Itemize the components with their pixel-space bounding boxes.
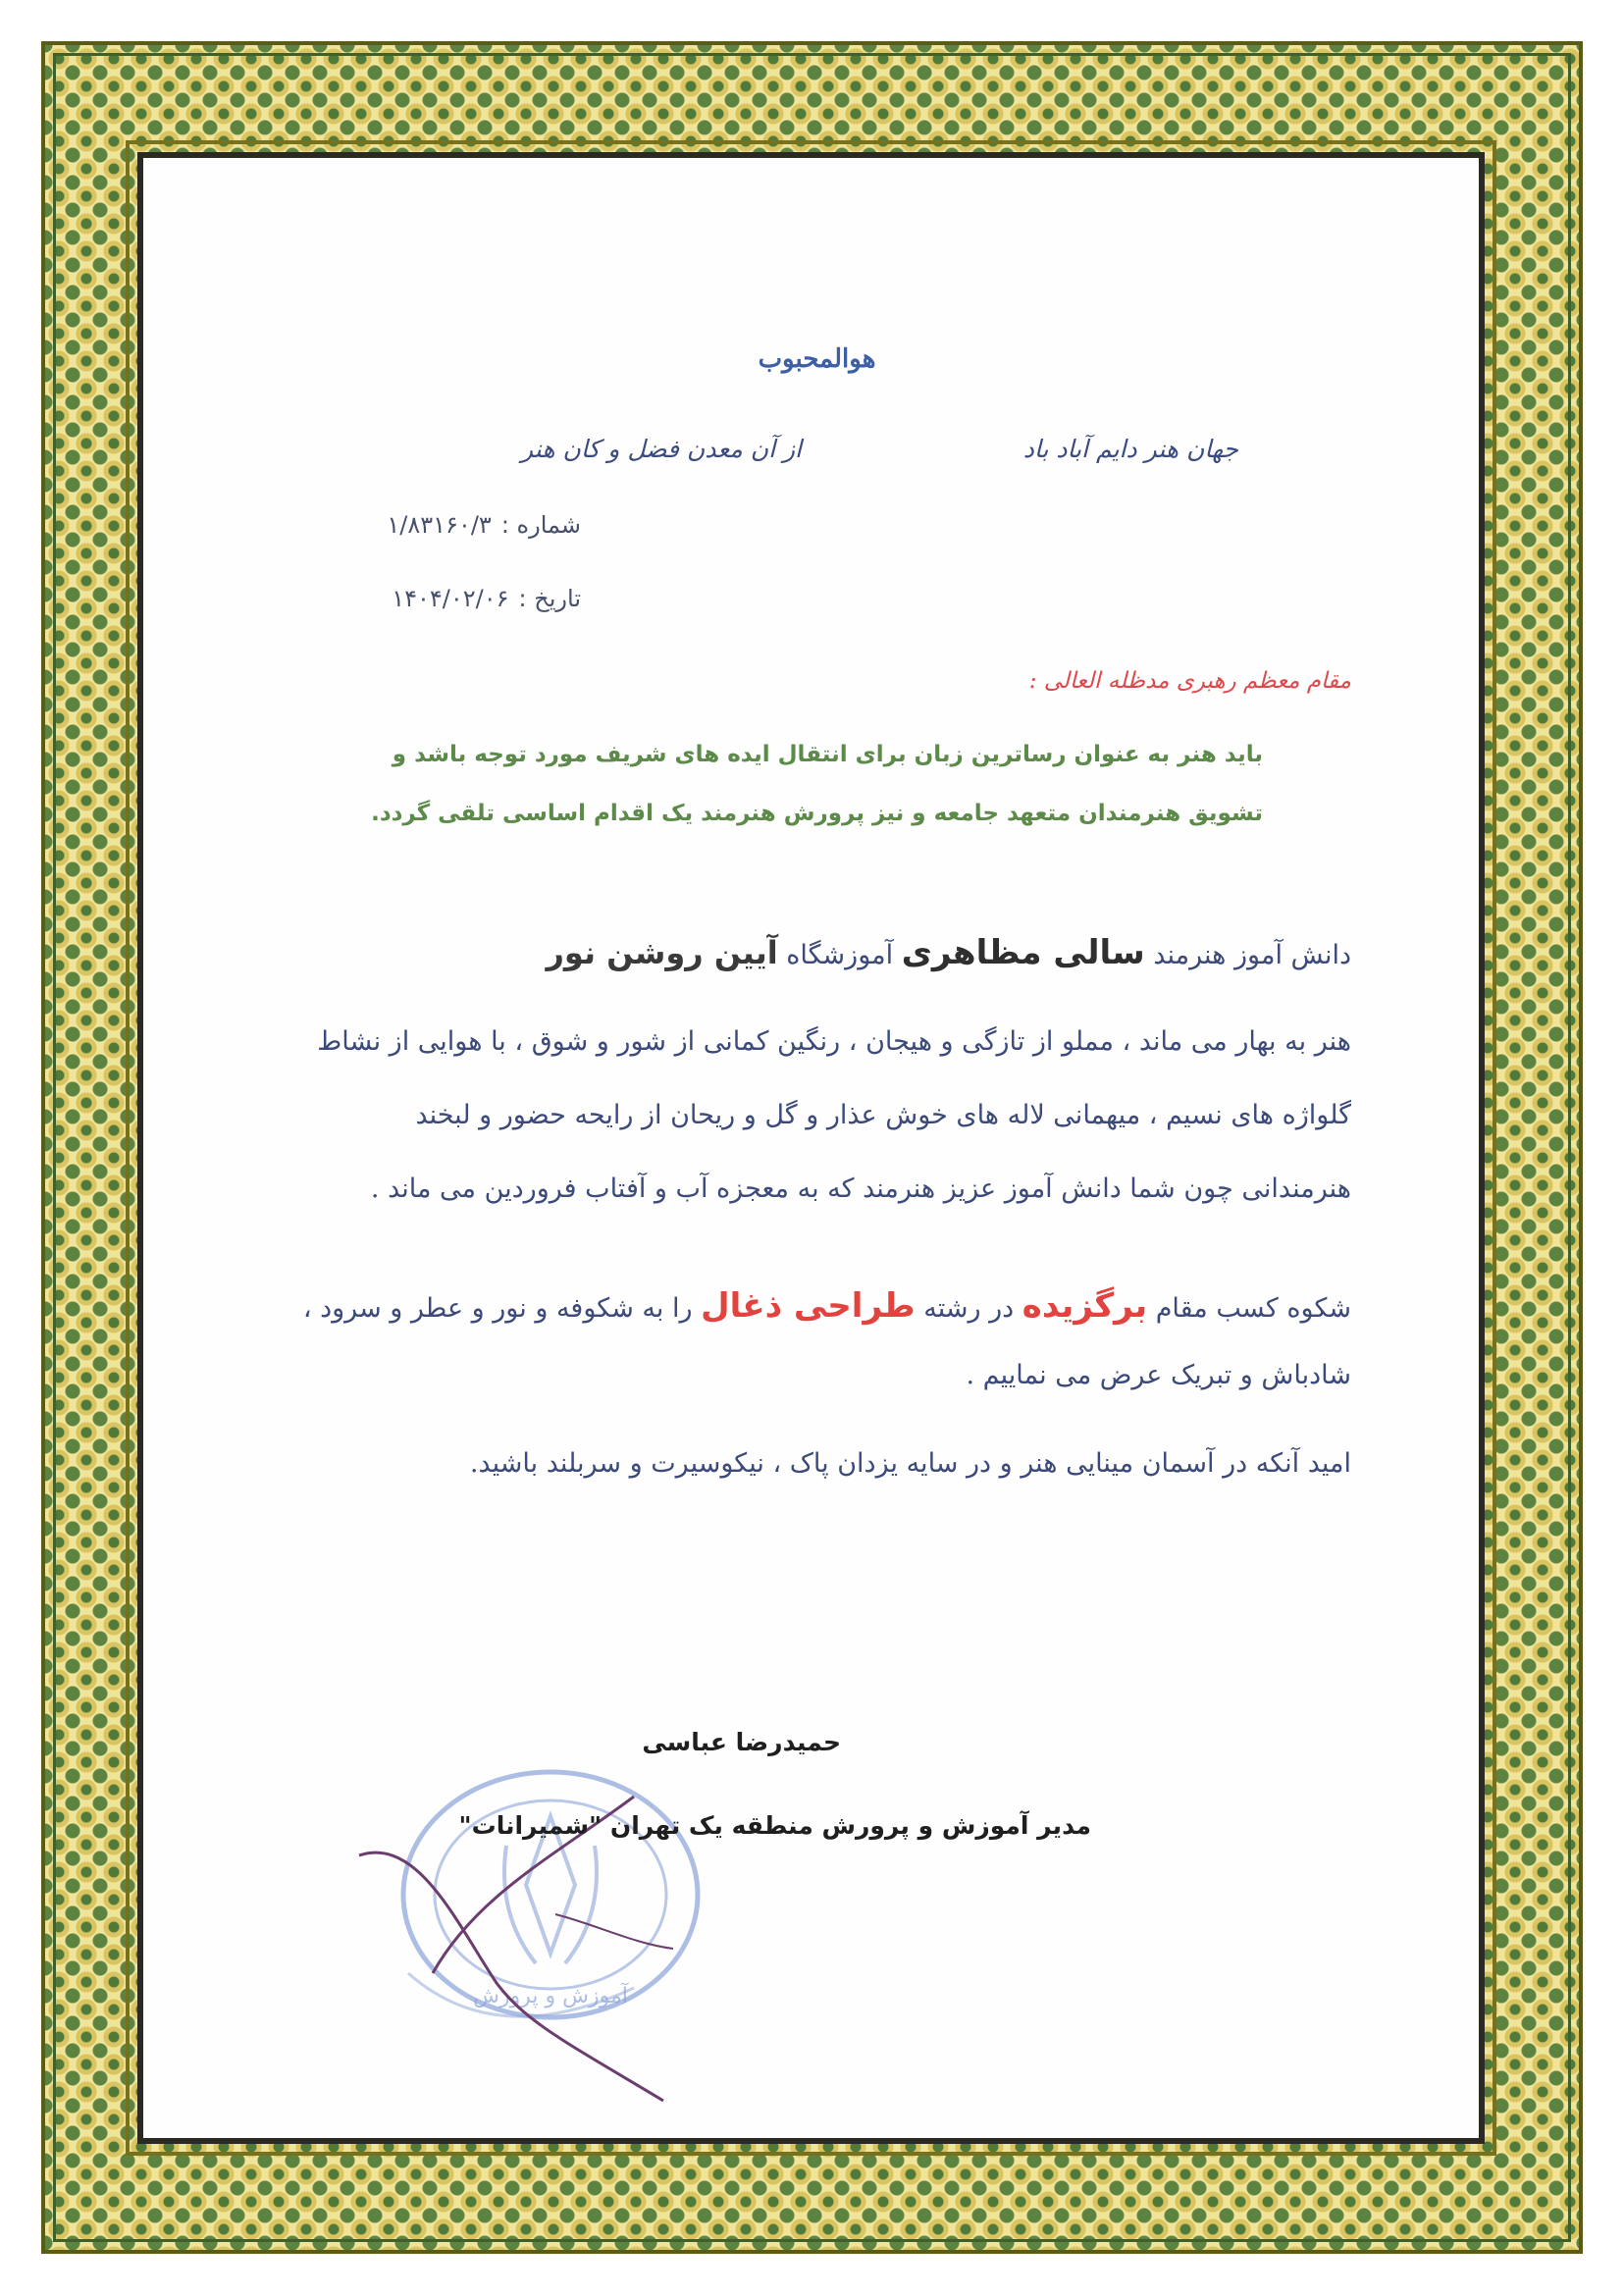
number-label: شماره : (500, 511, 581, 539)
award-prefix: شکوه کسب مقام (1155, 1293, 1351, 1324)
school-label: آموزشگاه (786, 940, 894, 970)
letter-date (392, 585, 581, 612)
award-field: طراحی ذغال (701, 1286, 916, 1326)
signer-name: حمیدرضا عباسی (642, 1728, 841, 1756)
body-line-3: هنرمندانی چون شما دانش آموز عزیز هنرمند که به معجزه آب و آفتاب فروردین می ماند . (370, 1174, 1351, 1204)
award-line (303, 1286, 1351, 1326)
date-value: ۱۴۰۴/۰۲/۰۶ (392, 585, 509, 612)
invocation-heading: هوالمحبوب (758, 344, 876, 374)
body-line-6: امید آنکه در آسمان مینایی هنر و در سایه یزدان پاک ، نیکوسیرت و سربلند باشید. (469, 1448, 1351, 1479)
body-line-1: هنر به بهار می ماند ، مملو از تازگی و هیجان ، رنگین کمانی از شور و شوق ، با هوایی از نشاط (317, 1026, 1351, 1057)
award-mid: در رشته (923, 1293, 1015, 1324)
quote-line-1: باید هنر به عنوان رساترین زبان برای انتقال ایده های شریف مورد توجه باشد و (392, 742, 1263, 767)
quote-title: مقام معظم رهبری مدظله العالی : (1028, 668, 1351, 694)
school-name: آیین روشن نور (546, 934, 778, 971)
verse-left: از آن معدن فضل و کان هنر (521, 435, 802, 463)
quote-line-2: تشویق هنرمندان متعهد جامعه و نیز پرورش هنرمند یک اقدام اساسی تلقی گردد. (371, 801, 1263, 826)
recipient-line (546, 933, 1351, 972)
recipient-prefix: دانش آموز هنرمند (1153, 940, 1351, 970)
award-suffix: را به شکوفه و نور و عطر و سرود ، (302, 1293, 693, 1324)
date-label: تاریخ : (518, 585, 581, 612)
letter-number (387, 511, 581, 539)
verse-right: جهان هنر دایم آباد باد (1022, 435, 1238, 463)
signer-title: مدیر آموزش و پرورش منطقه یک تهران "شمیرانات" (458, 1811, 1091, 1840)
award-rank: برگزیده (1022, 1286, 1148, 1326)
body-line-2: گلواژه های نسیم ، میهمانی لاله های خوش عذار و گل و ریحان از رایحه حضور و لبخند (415, 1100, 1351, 1130)
certificate-paper (137, 152, 1485, 2144)
stamp-text: آموزش و پرورش (473, 1984, 628, 2008)
body-line-5: شادباش و تبریک عرض می نماییم . (966, 1360, 1351, 1390)
recipient-name: سالی مظاهری (901, 933, 1145, 972)
number-value: ۱/۸۳۱۶۰/۳ (387, 511, 492, 539)
